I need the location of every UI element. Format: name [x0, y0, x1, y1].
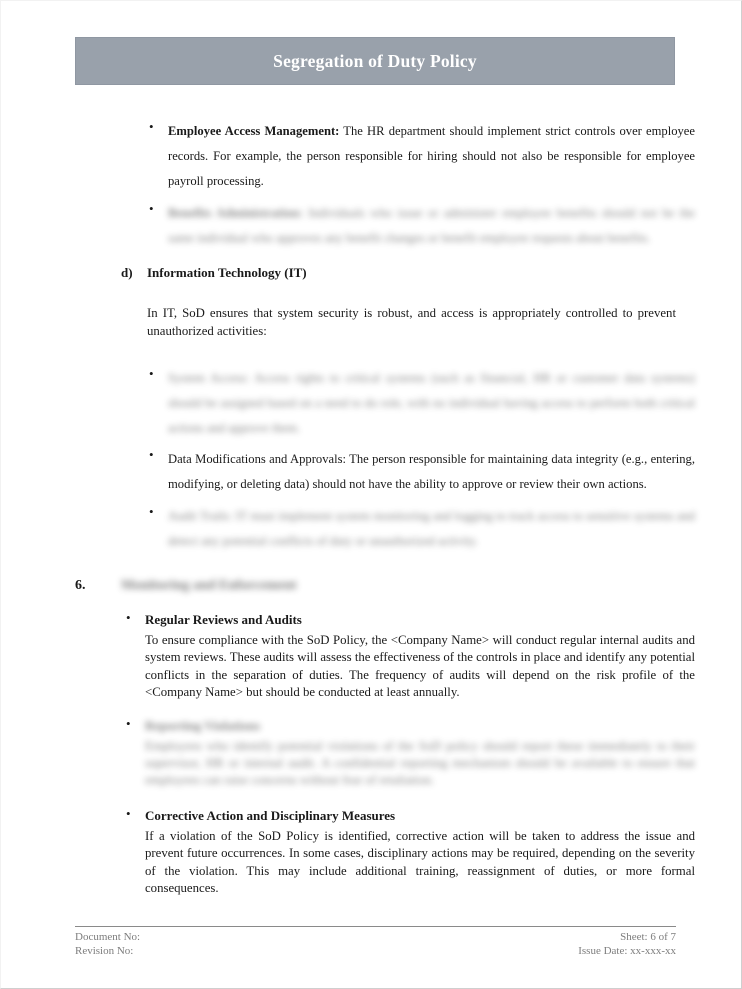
- page-footer: [75, 926, 676, 958]
- bullet-icon: •: [126, 715, 131, 731]
- bullet-paragraph: Data Modifications and Approvals: The person responsible for maintaining data integrity (e.g., entering, modifying, or deleting data) should not have the ability to approve or review their own actions.: [168, 452, 695, 492]
- bullet-icon: •: [126, 805, 131, 821]
- bullet-paragraph-redacted: Audit Trails: IT must implement system monitoring and logging to track access to sensitive systems and detect any potential conflicts of duty or unauthorized activity.: [168, 508, 695, 548]
- subsection-marker: d): [121, 265, 133, 281]
- footer-row-top: [75, 930, 676, 944]
- list-item: [149, 447, 695, 497]
- bullet-title-redacted: Reporting Violations: [145, 717, 261, 733]
- footer-row-bottom: [75, 944, 676, 958]
- bullet-lead-label: Employee Access Management:: [168, 124, 340, 138]
- section-heading-label: Monitoring and Enforcement: [121, 578, 297, 594]
- bullet-body-text-redacted: Employees who identify potential violations of the SoD policy should report these immediately to their supervisor, HR or internal audit. A confidential reporting mechanism should be available to ensure that employees can raise concerns without fear of retaliation.: [145, 738, 695, 788]
- list-item: [149, 366, 695, 442]
- bullet-body-text: The HR department should implement strict controls over employee records. For example, the person responsible for hiring should not also be responsible for employee payroll processing.: [168, 124, 695, 189]
- subsection-heading-label: Information Technology (IT): [147, 265, 307, 281]
- list-item: [149, 201, 695, 251]
- list-item: [126, 806, 695, 898]
- bullet-icon: •: [149, 447, 154, 463]
- document-header-banner: [75, 37, 675, 85]
- issue-date-label: Issue Date: xx-xxx-xx: [578, 945, 676, 957]
- bullet-icon: •: [149, 200, 154, 216]
- sheet-number-label: Sheet: 6 of 7: [620, 931, 676, 943]
- list-item: [126, 610, 695, 702]
- bullet-body-text: If a violation of the SoD Policy is identified, corrective action will be taken to address the issue and prevent future occurrences. In some cases, disciplinary actions may be required, depending on the severity of the violation. This may include additional training, reassignment of duties, or more formal consequences.: [145, 828, 695, 896]
- list-item: [149, 119, 695, 195]
- section-heading-6: [75, 578, 676, 600]
- bullet-paragraph-redacted: [168, 201, 695, 251]
- bullet-paragraph-redacted: System Access: Access rights to critical systems (such as financial, HR or customer data systems) should be assigned based on a need to do role, with no individual having access to perform both critical actions and approve them.: [168, 370, 695, 436]
- bullet-icon: •: [149, 119, 154, 134]
- page-title: Segregation of Duty Policy: [273, 50, 477, 71]
- bullet-title: Regular Reviews and Audits: [145, 612, 302, 628]
- revision-no-label: Revision No:: [75, 945, 134, 957]
- bullet-icon: •: [149, 503, 154, 519]
- subsection-intro-paragraph: In IT, SoD ensures that system security is robust, and access is appropriately controlled to prevent unauthorized activities:: [147, 305, 676, 339]
- list-item: [149, 504, 695, 554]
- bullet-title: Corrective Action and Disciplinary Measures: [145, 807, 396, 823]
- bullet-lead-label: Benefits Administration:: [168, 205, 303, 220]
- list-item: [126, 716, 695, 790]
- subsection-heading-d: [121, 263, 676, 283]
- section-number: 6.: [75, 578, 86, 594]
- bullet-body-text: To ensure compliance with the SoD Policy, the <Company Name> will conduct regular internal audits and system reviews. These audits will assess the effectiveness of the controls in place and identify any potential conflicts in the separation of duties. The frequency of audits will depend on the risk profile of the <Company Name> but should be conducted at least annually.: [145, 633, 696, 700]
- document-no-label: Document No:: [75, 931, 141, 943]
- document-body: [75, 119, 696, 898]
- bullet-icon: •: [149, 365, 154, 381]
- bullet-body-text: Individuals who issue or administer employee benefits should not be the same individual who approves any benefit changes or benefit employee requests about benefits.: [168, 205, 695, 245]
- bullet-icon: •: [126, 610, 131, 626]
- bullet-paragraph: [168, 119, 695, 195]
